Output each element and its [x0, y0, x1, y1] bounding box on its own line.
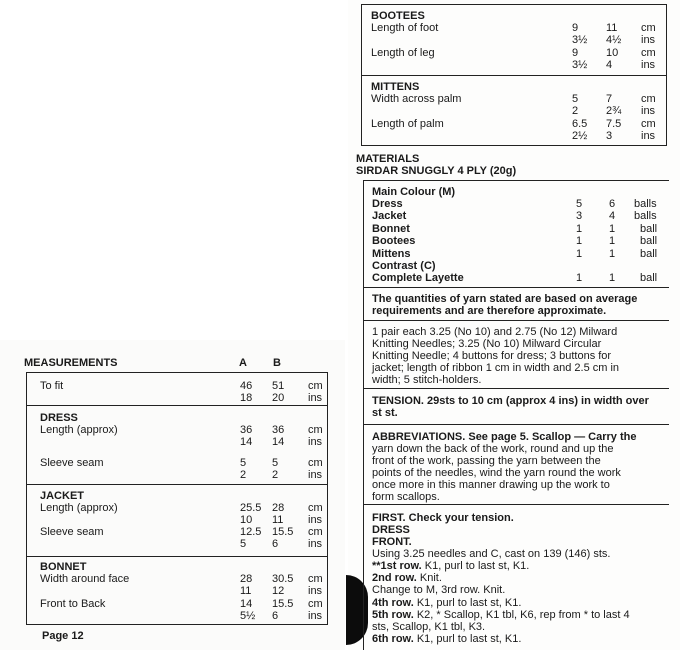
mittens-palm-width-a-ins: 2 [572, 105, 579, 117]
unit-cm: cm [308, 457, 323, 469]
needles-line: Knitting Needle; 4 buttons for dress; 3 buttons for [372, 350, 612, 362]
material-qty-b: 1 [609, 223, 616, 235]
bootees-leg-a-ins: 3½ [572, 59, 588, 71]
material-item: Mittens [372, 248, 411, 260]
dress-sleeve-a-cm: 5 [240, 457, 247, 469]
quantity-note-line: requirements and are therefore approximate. [372, 305, 607, 317]
jacket-title: JACKET [40, 490, 85, 502]
dress-sleeve-b-cm: 5 [272, 457, 279, 469]
jacket-sleeve-b-ins: 6 [272, 538, 279, 550]
material-unit: balls [634, 198, 657, 210]
material-item: Dress [372, 198, 403, 210]
unit-cm: cm [641, 93, 656, 105]
needles-line: 1 pair each 3.25 (No 10) and 2.75 (No 12) Milward [372, 326, 618, 338]
dress-sleeve-label: Sleeve seam [40, 457, 104, 469]
material-qty-a: 1 [576, 248, 583, 260]
divider [363, 504, 669, 505]
jacket-sleeve-a-cm: 12.5 [240, 526, 262, 538]
bonnet-face-label: Width around face [40, 573, 130, 585]
abbreviations-line: points of the needles, wind the yarn round the work [372, 467, 621, 479]
contrast-label: Contrast (C) [372, 260, 436, 272]
material-item: Bonnet [372, 223, 410, 235]
row-instruction: 5th row. K2, * Scallop, K1 tbl, K6, rep from * to last 4 [372, 609, 630, 621]
bonnet-back-a-ins: 5½ [240, 610, 256, 622]
quantity-note-line: The quantities of yarn stated are based on average [372, 293, 638, 305]
divider [363, 388, 669, 389]
material-item: Jacket [372, 210, 407, 222]
unit-cm: cm [308, 502, 323, 514]
divider [26, 556, 328, 557]
bonnet-face-b-ins: 12 [272, 585, 285, 597]
jacket-sleeve-label: Sleeve seam [40, 526, 104, 538]
to-fit-b-ins: 20 [272, 392, 285, 404]
bonnet-title: BONNET [40, 561, 87, 573]
dress-length-b-ins: 14 [272, 436, 285, 448]
mittens-palm-length-label: Length of palm [371, 118, 444, 130]
bootees-leg-b-ins: 4 [606, 59, 613, 71]
bootees-leg-label: Length of leg [371, 47, 435, 59]
page-number: Page 12 [42, 630, 84, 642]
front-title: FRONT. [372, 536, 412, 548]
material-qty-a: 1 [576, 235, 583, 247]
jacket-length-b-ins: 11 [272, 514, 284, 526]
row-instruction: 4th row. K1, purl to last st, K1. [372, 597, 522, 609]
abbreviations-line: ABBREVIATIONS. See page 5. Scallop — Carry the [372, 431, 637, 443]
jacket-length-b-cm: 28 [272, 502, 285, 514]
main-colour-label: Main Colour (M) [372, 186, 456, 198]
dress-sleeve-b-ins: 2 [272, 469, 279, 481]
bootees-foot-b-ins: 4½ [606, 34, 622, 46]
materials-heading: MATERIALS [356, 153, 420, 165]
bootees-title: BOOTEES [371, 10, 425, 22]
material-qty-a: 1 [576, 272, 583, 284]
material-unit: ball [640, 248, 658, 260]
material-unit: balls [634, 210, 657, 222]
to-fit-b-cm: 51 [272, 380, 285, 392]
mittens-palm-length-a-ins: 2½ [572, 130, 588, 142]
bonnet-face-a-ins: 11 [240, 585, 252, 597]
dress-title: DRESS [40, 412, 78, 424]
yarn-name: SIRDAR SNUGGLY 4 PLY (20g) [356, 165, 517, 177]
binding-shadow [346, 575, 368, 645]
jacket-sleeve-a-ins: 5 [240, 538, 247, 550]
mittens-palm-length-a-cm: 6.5 [572, 118, 588, 130]
mittens-palm-width-label: Width across palm [371, 93, 462, 105]
tension-line: st st. [372, 407, 398, 419]
needles-line: jacket; length of ribbon 1 cm in width and 2.5 cm in [372, 362, 620, 374]
material-item: Bootees [372, 235, 416, 247]
material-qty-a: 3 [576, 210, 583, 222]
abbreviations-line: front of the work, passing the yarn between the [372, 455, 601, 467]
jacket-sleeve-b-cm: 15.5 [272, 526, 294, 538]
row-instruction: **1st row. K1, purl to last st, K1. [372, 560, 530, 572]
material-item: Complete Layette [372, 272, 464, 284]
bonnet-back-label: Front to Back [40, 598, 106, 610]
jacket-length-a-ins: 10 [240, 514, 253, 526]
unit-cm: cm [641, 22, 656, 34]
bootees-foot-label: Length of foot [371, 22, 439, 34]
divider [361, 75, 667, 76]
mittens-palm-width-b-cm: 7 [606, 93, 613, 105]
bootees-leg-a-cm: 9 [572, 47, 579, 59]
material-qty-b: 4 [609, 210, 616, 222]
material-qty-b: 1 [609, 272, 616, 284]
bonnet-back-b-cm: 15.5 [272, 598, 294, 610]
mittens-title: MITTENS [371, 81, 420, 93]
mittens-palm-length-b-ins: 3 [606, 130, 613, 142]
mittens-palm-width-b-ins: 2¾ [606, 105, 622, 117]
jacket-length-label: Length (approx) [40, 502, 118, 514]
divider [363, 287, 669, 288]
material-qty-a: 5 [576, 198, 583, 210]
column-a-header: A [239, 357, 247, 369]
abbreviations-line: form scallops. [372, 491, 440, 503]
dress-pattern-title: DRESS [372, 524, 410, 536]
divider [26, 405, 328, 406]
column-b-header: B [273, 357, 281, 369]
divider [363, 424, 669, 425]
bonnet-face-a-cm: 28 [240, 573, 253, 585]
unit-ins: ins [308, 538, 323, 550]
material-qty-a: 1 [576, 223, 583, 235]
needles-line: width; 5 stitch-holders. [372, 374, 482, 386]
bootees-foot-b-cm: 11 [606, 22, 618, 34]
abbreviations-line: once more in this manner drawing up the work to [372, 479, 610, 491]
material-unit: ball [640, 223, 658, 235]
unit-cm: cm [308, 573, 323, 585]
unit-ins: ins [641, 34, 656, 46]
divider [26, 484, 328, 485]
unit-cm: cm [641, 47, 656, 59]
mittens-palm-width-a-cm: 5 [572, 93, 579, 105]
bootees-foot-a-ins: 3½ [572, 34, 588, 46]
bootees-foot-a-cm: 9 [572, 22, 579, 34]
to-fit-label: To fit [40, 380, 64, 392]
row-instruction: Change to M, 3rd row. Knit. [372, 584, 506, 596]
bonnet-back-b-ins: 6 [272, 610, 279, 622]
unit-ins: ins [308, 585, 323, 597]
unit-cm: cm [308, 380, 323, 392]
material-qty-b: 1 [609, 248, 616, 260]
unit-ins: ins [308, 514, 323, 526]
row-instruction: 2nd row. Knit. [372, 572, 442, 584]
dress-length-label: Length (approx) [40, 424, 118, 436]
bootees-leg-b-cm: 10 [606, 47, 619, 59]
row-instruction: sts, Scallop, K1 tbl, K3. [372, 621, 486, 633]
dress-length-a-cm: 36 [240, 424, 253, 436]
jacket-length-a-cm: 25.5 [240, 502, 262, 514]
to-fit-a-cm: 46 [240, 380, 253, 392]
unit-ins: ins [308, 436, 323, 448]
section-rule [363, 180, 364, 650]
bonnet-face-b-cm: 30.5 [272, 573, 294, 585]
material-unit: ball [640, 272, 658, 284]
dress-sleeve-a-ins: 2 [240, 469, 247, 481]
tension-line: TENSION. 29sts to 10 cm (approx 4 ins) in width over [372, 395, 649, 407]
mittens-palm-length-b-cm: 7.5 [606, 118, 622, 130]
unit-ins: ins [641, 105, 656, 117]
unit-ins: ins [641, 59, 656, 71]
cast-on-instruction: Using 3.25 needles and C, cast on 139 (146) sts. [372, 548, 611, 560]
unit-cm: cm [641, 118, 656, 130]
material-qty-b: 1 [609, 235, 616, 247]
unit-cm: cm [308, 598, 323, 610]
divider [363, 180, 669, 181]
unit-cm: cm [308, 424, 323, 436]
unit-ins: ins [641, 130, 656, 142]
dress-length-a-ins: 14 [240, 436, 253, 448]
unit-ins: ins [308, 392, 323, 404]
divider [363, 320, 669, 321]
needles-line: Knitting Needles; 3.25 (No 10) Milward Circular [372, 338, 602, 350]
material-qty-b: 6 [609, 198, 616, 210]
bonnet-back-a-cm: 14 [240, 598, 253, 610]
unit-ins: ins [308, 610, 323, 622]
to-fit-a-ins: 18 [240, 392, 253, 404]
row-instruction: 6th row. K1, purl to last st, K1. [372, 633, 522, 645]
unit-ins: ins [308, 469, 323, 481]
unit-cm: cm [308, 526, 323, 538]
measurements-heading: MEASUREMENTS [24, 357, 118, 369]
dress-length-b-cm: 36 [272, 424, 285, 436]
abbreviations-line: yarn down the back of the work, round and up the [372, 443, 614, 455]
material-unit: ball [640, 235, 658, 247]
check-tension: FIRST. Check your tension. [372, 512, 514, 524]
